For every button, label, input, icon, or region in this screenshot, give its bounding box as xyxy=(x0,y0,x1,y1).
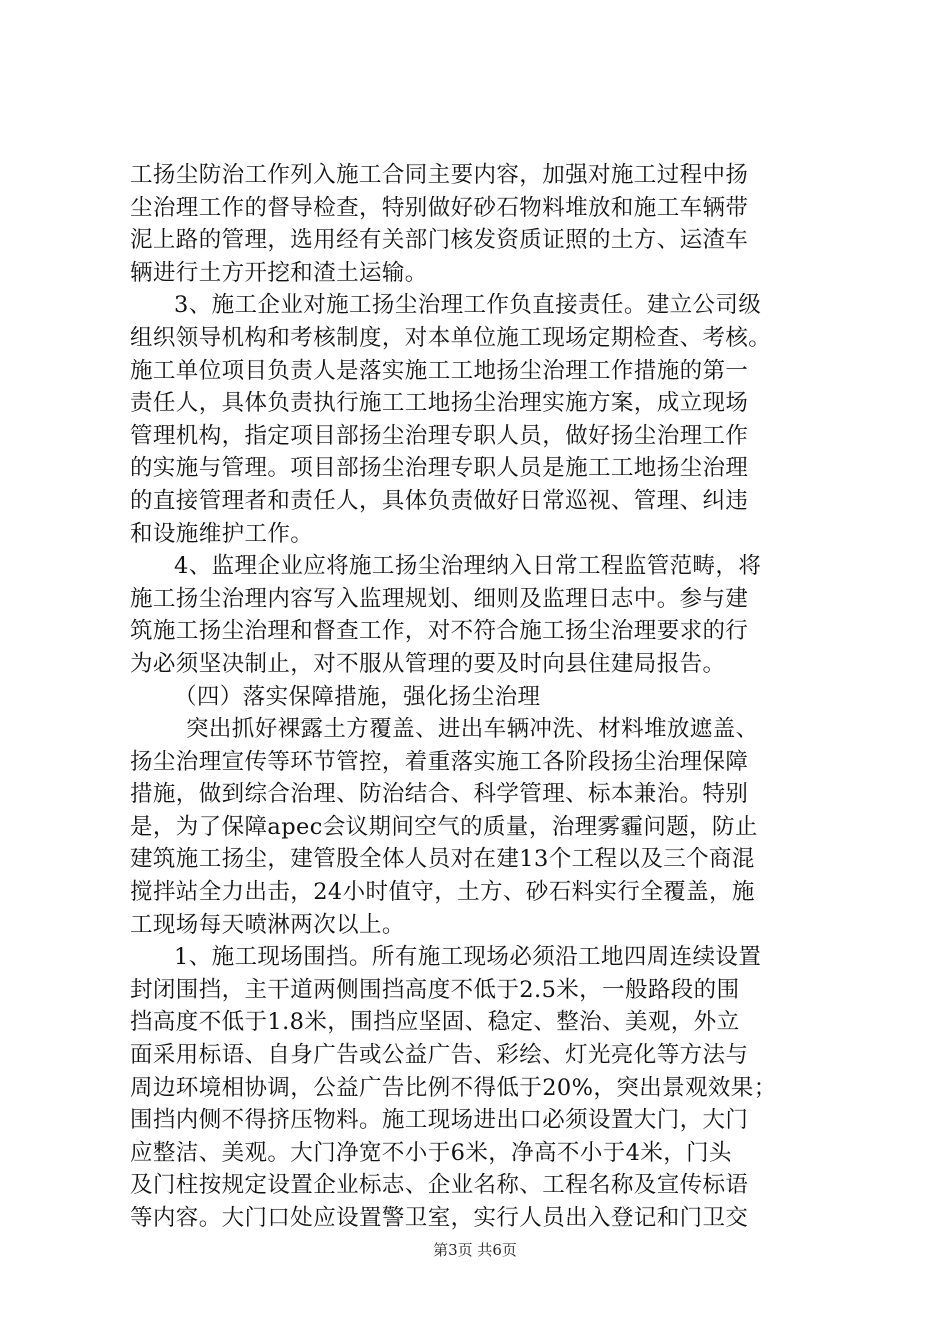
text-line: 3、施工企业对施工扬尘治理工作负直接责任。建立公司级 xyxy=(174,292,762,319)
document-body xyxy=(130,159,835,1235)
text-line: 措施，做到综合治理、防治结合、科学管理、标本兼治。特别 xyxy=(130,781,749,808)
text-line: 等内容。大门口处应设置警卫室，实行人员出入登记和门卫交 xyxy=(130,1205,749,1231)
text-line: 周边环境相协调，公益广告比例不得低于20%，突出景观效果； xyxy=(130,1074,777,1101)
text-line: 的实施与管理。项目部扬尘治理专职人员是施工工地扬尘治理 xyxy=(130,455,749,482)
text-line: 及门柱按规定设置企业标志、企业名称、工程名称及宣传标语 xyxy=(130,1172,749,1199)
text-line: 面采用标语、自身广告或公益广告、彩绘、灯光亮化等方法与 xyxy=(130,1042,749,1069)
text-line: 工扬尘防治工作列入施工合同主要内容，加强对施工过程中扬 xyxy=(130,162,749,188)
text-line: 挡高度不低于1.8米，围挡应坚固、稳定、整治、美观，外立 xyxy=(130,1009,740,1036)
text-line: 是，为了保障apec会议期间空气的质量，治理雾霾问题，防止 xyxy=(130,813,758,840)
text-line: 的直接管理者和责任人，具体负责做好日常巡视、管理、纠违 xyxy=(130,487,749,514)
text-line: 为必须坚决制止，对不服从管理的要及时向县住建局报告。 xyxy=(130,650,726,677)
text-line: 辆进行土方开挖和渣土运输。 xyxy=(130,259,428,286)
text-line: 筑施工扬尘治理和督查工作，对不符合施工扬尘治理要求的行 xyxy=(130,618,749,645)
text-line: 突出抓好裸露土方覆盖、进出车辆冲洗、材料堆放遮盖、 xyxy=(186,716,759,743)
text-line: 和设施维护工作。 xyxy=(130,520,314,547)
text-line: 工现场每天喷淋两次以上。 xyxy=(130,911,405,938)
text-line: 尘治理工作的督导检查，特别做好砂石物料堆放和施工车辆带 xyxy=(130,194,749,221)
text-line: 搅拌站全力出击，24小时值守，土方、砂石料实行全覆盖，施 xyxy=(130,879,755,906)
text-line: 责任人，具体负责执行施工工地扬尘治理实施方案，成立现场 xyxy=(130,390,749,417)
text-line: 1、施工现场围挡。所有施工现场必须沿工地四周连续设置 xyxy=(174,944,762,971)
text-line: 封闭围挡，主干道两侧围挡高度不低于2.5米，一般路段的围 xyxy=(130,976,740,1003)
text-line: 泥上路的管理，选用经有关部门核发资质证照的土方、运渣车 xyxy=(130,227,749,254)
text-line: 施工扬尘治理内容写入监理规划、细则及监理日志中。参与建 xyxy=(130,585,749,612)
text-line: 组织领导机构和考核制度，对本单位施工现场定期检查、考核。 xyxy=(130,324,772,351)
text-line: 4、监理企业应将施工扬尘治理纳入日常工程监管范畴，将 xyxy=(174,553,762,580)
section-heading: （四）落实保障措施，强化扬尘治理 xyxy=(174,683,541,710)
text-line: 应整洁、美观。大门净宽不小于6米，净高不小于4米，门头 xyxy=(130,1139,732,1166)
text-line: 管理机构，指定项目部扬尘治理专职人员，做好扬尘治理工作 xyxy=(130,422,749,449)
text-line: 扬尘治理宣传等环节管控，着重落实施工各阶段扬尘治理保障 xyxy=(130,748,749,775)
text-line: 施工单位项目负责人是落实施工工地扬尘治理工作措施的第一 xyxy=(130,357,749,384)
page-footer: 第3页 共6页 xyxy=(433,1241,517,1259)
text-line: 围挡内侧不得挤压物料。施工现场进出口必须设置大门，大门 xyxy=(130,1107,749,1134)
text-line: 建筑施工扬尘，建管股全体人员对在建13个工程以及三个商混 xyxy=(130,846,755,873)
